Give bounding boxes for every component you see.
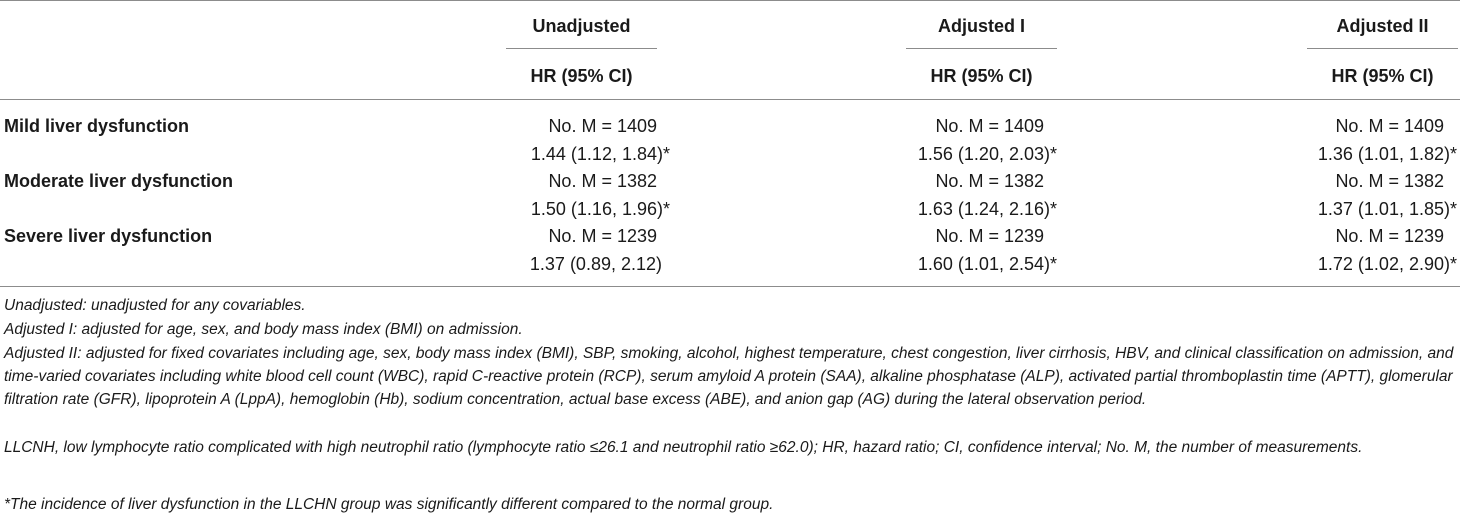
- table-bottom-rule: [0, 286, 1460, 287]
- cell-moderate-adjusted-i-hr: 1.63 (1.24, 2.16)*: [917, 199, 1057, 219]
- column-group-adjusted-ii: Adjusted II: [1336, 16, 1429, 36]
- footnote-abbreviations: LLCNH, low lymphocyte ratio complicated with high neutrophil ratio (lymphocyte ratio ≤26.1 and neutrophil ratio ≥62.0); HR, hazard ratio; CI, confidence interval; No. M, the number of measurements.: [4, 439, 1363, 456]
- cell-mild-unadjusted-n: No. M = 1409: [548, 116, 657, 136]
- adjusted-i-group-rule: [906, 48, 1057, 49]
- footnote-adjusted-i: Adjusted I: adjusted for age, sex, and body mass index (BMI) on admission.: [4, 321, 523, 338]
- cell-mild-adjusted-i-n: No. M = 1409: [935, 116, 1044, 136]
- cell-severe-adjusted-ii-n: No. M = 1239: [1335, 226, 1444, 246]
- cell-severe-adjusted-ii-hr: 1.72 (1.02, 2.90)*: [1317, 254, 1457, 274]
- table-top-rule: [0, 0, 1460, 1]
- cell-mild-adjusted-ii-n: No. M = 1409: [1335, 116, 1444, 136]
- cell-moderate-adjusted-ii-hr: 1.37 (1.01, 1.85)*: [1317, 199, 1457, 219]
- cell-severe-adjusted-i-n: No. M = 1239: [935, 226, 1044, 246]
- column-subheader-unadjusted: HR (95% CI): [530, 66, 633, 86]
- row-label-mild: Mild liver dysfunction: [4, 116, 190, 136]
- cell-mild-adjusted-i-hr: 1.56 (1.20, 2.03)*: [917, 144, 1057, 164]
- cell-moderate-adjusted-i-n: No. M = 1382: [935, 171, 1044, 191]
- cell-moderate-unadjusted-n: No. M = 1382: [548, 171, 657, 191]
- adjusted-ii-group-rule: [1307, 48, 1458, 49]
- row-label-severe: Severe liver dysfunction: [4, 226, 213, 246]
- column-group-adjusted-i: Adjusted I: [937, 16, 1025, 36]
- column-subheader-adjusted-ii: HR (95% CI): [1331, 66, 1434, 86]
- cell-mild-unadjusted-hr: 1.44 (1.12, 1.84)*: [530, 144, 670, 164]
- column-group-unadjusted: Unadjusted: [532, 16, 631, 36]
- cell-mild-adjusted-ii-hr: 1.36 (1.01, 1.82)*: [1317, 144, 1457, 164]
- cell-moderate-adjusted-ii-n: No. M = 1382: [1335, 171, 1444, 191]
- cell-severe-unadjusted-hr: 1.37 (0.89, 2.12): [529, 254, 662, 274]
- cell-severe-unadjusted-n: No. M = 1239: [548, 226, 657, 246]
- cell-severe-adjusted-i-hr: 1.60 (1.01, 2.54)*: [917, 254, 1057, 274]
- column-subheader-adjusted-i: HR (95% CI): [930, 66, 1033, 86]
- footnote-adjusted-ii: Adjusted II: adjusted for fixed covariates including age, sex, body mass index (BMI), SBP, smoking, alcohol, highest temperature, chest congestion, liver cirrhosis, HBV, and clinical classification on admission, and time-varied covariates including white blood cell count (WBC), rapid C-reactive protein (RCP), serum amyloid A protein (SAA), alkaline phosphatase (ALP), activated partial thromboplastin time (APTT), glomerular filtration rate (GFR), lipoprotein A (LppA), hemoglobin (Hb), sodium concentration, actual base excess (ABE), and anion gap (AG) during the lateral observation period.: [4, 345, 1454, 408]
- footnote-unadjusted: Unadjusted: unadjusted for any covariables.: [4, 297, 306, 314]
- unadjusted-group-rule: [506, 48, 657, 49]
- footnote-significance: *The incidence of liver dysfunction in the LLCHN group was significantly different compared to the normal group.: [4, 496, 774, 513]
- cell-moderate-unadjusted-hr: 1.50 (1.16, 1.96)*: [530, 199, 670, 219]
- row-label-moderate: Moderate liver dysfunction: [4, 171, 234, 191]
- header-bottom-rule: [0, 99, 1460, 100]
